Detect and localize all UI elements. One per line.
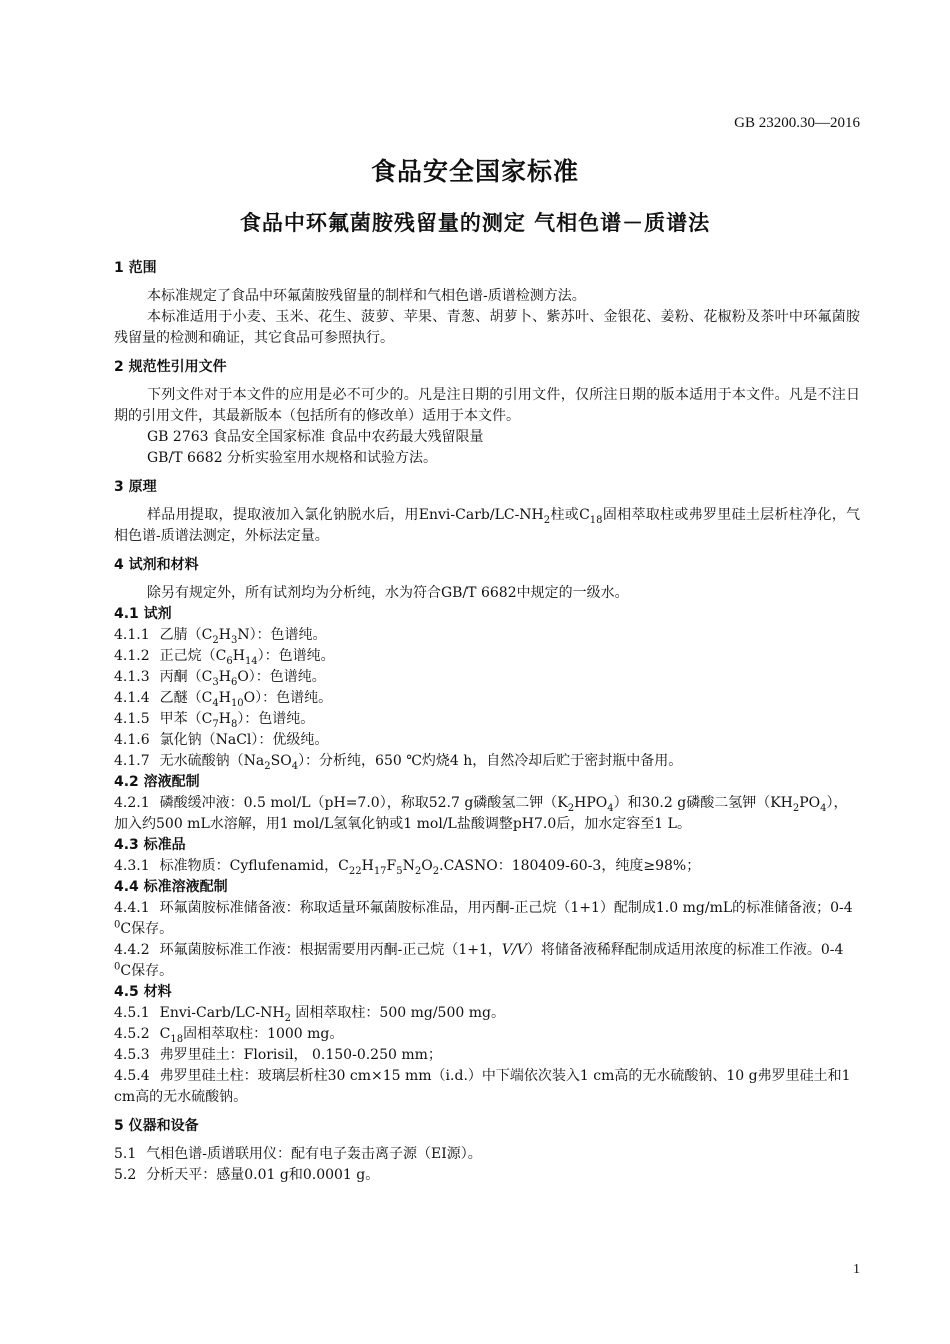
list-item: 4.4.2 环氟菌胺标准工作液：根据需要用丙酮-正己烷（1+1，V/V）将储备液稀释配制成适用浓度的标准工作液。0-4 $^0$C保存。 — [114, 942, 844, 979]
list-item: 4.1.6 氯化钠（NaCl）：优级纯。 — [114, 732, 329, 748]
document-subtitle: 食品中环氟菌胺残留量的测定 气相色谱－质谱法 — [239, 211, 711, 235]
list-item: 5.2 分析天平：感量0.01 g和0.0001 g。 — [114, 1167, 380, 1183]
subsection-heading: 4.2 溶液配制 — [114, 774, 200, 790]
subsection-heading: 4.3 标准品 — [114, 837, 186, 853]
paragraph: 样品用提取，提取液加入氯化钠脱水后，用Envi-$Carb/LC-NH_2$柱或$C_{18}$固相萃取柱或弗罗里硅土层析柱净化，气相色谱-质谱法测定，外标法定量。 — [114, 507, 861, 544]
list-item: 4.1.7 无水硫酸钠$(Na_2SO_4)$：分析纯，650 ℃灼烧4 h，自然冷却后贮于密封瓶中备用。 — [114, 753, 683, 772]
list-item: 5.1 气相色谱-质谱联用仪：配有电子轰击离子源（EI源）。 — [114, 1146, 482, 1162]
list-item: 4.5.2 $C_{18}$固相萃取柱：1000 mg。 — [114, 1026, 344, 1045]
list-item: 4.5.4 弗罗里硅土柱：玻璃层析柱30 cm×15 mm（i.d.）中下端依次装入1 cm高的无水硫酸钠、10 g弗罗里硅土和1 cm高的无水硫酸钠。 — [114, 1068, 851, 1105]
paragraph: 本标准适用于小麦、玉米、花生、菠萝、苹果、青葱、胡萝卜、紫苏叶、金银花、姜粉、花椒粉及茶叶中环氟菌胺残留量的检测和确证，其它食品可参照执行。 — [114, 309, 860, 346]
subsection-heading: 4.1 试剂 — [114, 606, 172, 622]
list-item: 4.3.1 标准物质：Cyflufenamid，$C_{22}H_{17}F_5N_2O_2.CASNO$：180409-60-3，纯度≥98%； — [114, 858, 701, 877]
list-item: 4.1.4 乙醚$(C_4H_{10}O)$：色谱纯。 — [114, 690, 333, 709]
section-heading-normative-references: 2 规范性引用文件 — [114, 359, 227, 375]
list-item: 4.1.2 正己烷$(C_6H_{14})$：色谱纯。 — [114, 648, 335, 667]
list-item: 4.2.1 磷酸缓冲液：0.5 mol/L（pH=7.0），称取52.7 g磷酸氢二钾$(K_2HPO_4)$和30.2 g磷酸二氢钾$(KH_2PO_4)$，加入约500 mL水溶解，用1 mol/L氢氧化钠或1 mol/L盐酸调整pH7.0后，加水定容至1 L。 — [114, 795, 848, 832]
list-item: 4.4.1 环氟菌胺标准储备液：称取适量环氟菌胺标准品，用丙酮-正己烷（1+1）配制成1.0 mg/mL的标准储备液；0-4 $^0$C保存。 — [114, 900, 853, 937]
page-number: 1 — [853, 1262, 860, 1277]
reference-item: GB/T 6682 分析实验室用水规格和试验方法。 — [147, 450, 438, 466]
document-body — [114, 258, 860, 1186]
paragraph: 本标准规定了食品中环氟菌胺残留量的制样和气相色谱-质谱检测方法。 — [147, 288, 586, 304]
list-item: 4.1.3 丙酮$(C_3H_6O)$：色谱纯。 — [114, 669, 326, 688]
subsection-heading: 4.5 材料 — [114, 984, 172, 1000]
subsection-heading: 4.4 标准溶液配制 — [114, 879, 228, 895]
section-heading-scope: 1 范围 — [114, 260, 157, 276]
list-item: 4.1.5 甲苯$(C_7H_8)$：色谱纯。 — [114, 711, 315, 730]
section-heading-reagents: 4 试剂和材料 — [114, 557, 199, 573]
document-title: 食品安全国家标准 — [370, 157, 579, 186]
list-item: 4.5.3 弗罗里硅土：Florisil， 0.150-0.250 mm； — [114, 1047, 442, 1063]
section-heading-principle: 3 原理 — [114, 479, 157, 495]
standard-code: GB 23200.30—2016 — [734, 115, 860, 131]
paragraph: 下列文件对于本文件的应用是必不可少的。凡是注日期的引用文件，仅所注日期的版本适用于本文件。凡是不注日期的引用文件，其最新版本（包括所有的修改单）适用于本文件。 — [114, 387, 860, 424]
section-heading-apparatus: 5 仪器和设备 — [114, 1118, 199, 1134]
reference-item: GB 2763 食品安全国家标准 食品中农药最大残留限量 — [147, 429, 484, 445]
list-item: 4.1.1 乙腈$(C_2H_3N)$：色谱纯。 — [114, 627, 327, 646]
paragraph: 除另有规定外，所有试剂均为分析纯，水为符合GB/T 6682中规定的一级水。 — [147, 585, 629, 601]
list-item: 4.5.1 Envi-$Carb/LC-NH_2$ 固相萃取柱：500 mg/500 mg。 — [114, 1005, 505, 1024]
